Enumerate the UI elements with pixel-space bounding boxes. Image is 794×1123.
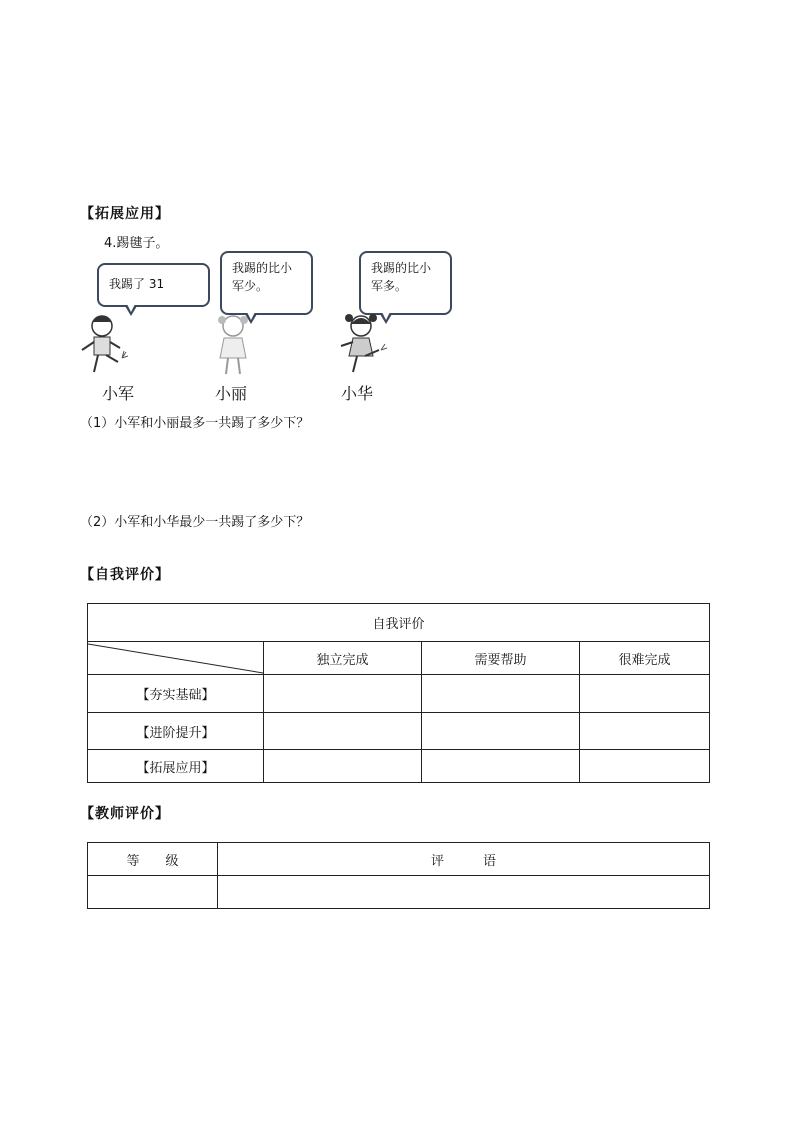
table-cell[interactable]: [422, 675, 580, 713]
row-label-basic: 【夯实基础】: [88, 675, 264, 713]
diagonal-header-cell: [88, 642, 264, 675]
question-2: （2）小军和小华最少一共踢了多少下？: [80, 515, 310, 530]
table-cell[interactable]: [580, 675, 710, 713]
table-cell[interactable]: [422, 713, 580, 750]
row-label-extend: 【拓展应用】: [88, 750, 264, 783]
table-cell[interactable]: [264, 750, 422, 783]
bubble-text: 我踢了 31: [109, 277, 165, 291]
row-label-advanced: 【进阶提升】: [88, 713, 264, 750]
self-eval-table: [87, 603, 710, 783]
comment-cell[interactable]: [218, 876, 710, 909]
bubble-text: 我踢的比小军少。: [232, 261, 293, 293]
name-xiaohua: 小华: [341, 384, 374, 403]
diagonal-line: [88, 642, 263, 675]
section-title-teacher-eval: 【教师评价】: [80, 806, 170, 822]
name-xiaojun: 小军: [102, 384, 135, 403]
self-eval-caption: 自我评价: [88, 604, 710, 642]
question-1: （1）小军和小丽最多一共踢了多少下？: [80, 416, 310, 431]
header-need-help: 需要帮助: [422, 642, 580, 675]
table-cell[interactable]: [264, 675, 422, 713]
problem-title: 4.踢毽子。: [104, 236, 169, 251]
section-title-self-eval: 【自我评价】: [80, 567, 170, 583]
xiaojun-figure-icon: [72, 306, 132, 378]
xiaohua-figure-icon: [333, 306, 393, 378]
bubble-text: 我踢的比小军多。: [371, 261, 432, 293]
header-difficult: 很难完成: [580, 642, 710, 675]
header-grade: 等 级: [88, 843, 218, 876]
table-cell[interactable]: [422, 750, 580, 783]
bubble-xiaojun: [97, 263, 210, 307]
table-cell[interactable]: [580, 713, 710, 750]
teacher-eval-table: [87, 842, 710, 909]
table-cell[interactable]: [580, 750, 710, 783]
xiaoli-figure-icon: [208, 306, 258, 378]
name-xiaoli: 小丽: [215, 384, 248, 403]
header-independent: 独立完成: [264, 642, 422, 675]
header-comment: 评 语: [218, 843, 710, 876]
section-title-extend: 【拓展应用】: [80, 206, 170, 222]
grade-cell[interactable]: [88, 876, 218, 909]
table-cell[interactable]: [264, 713, 422, 750]
